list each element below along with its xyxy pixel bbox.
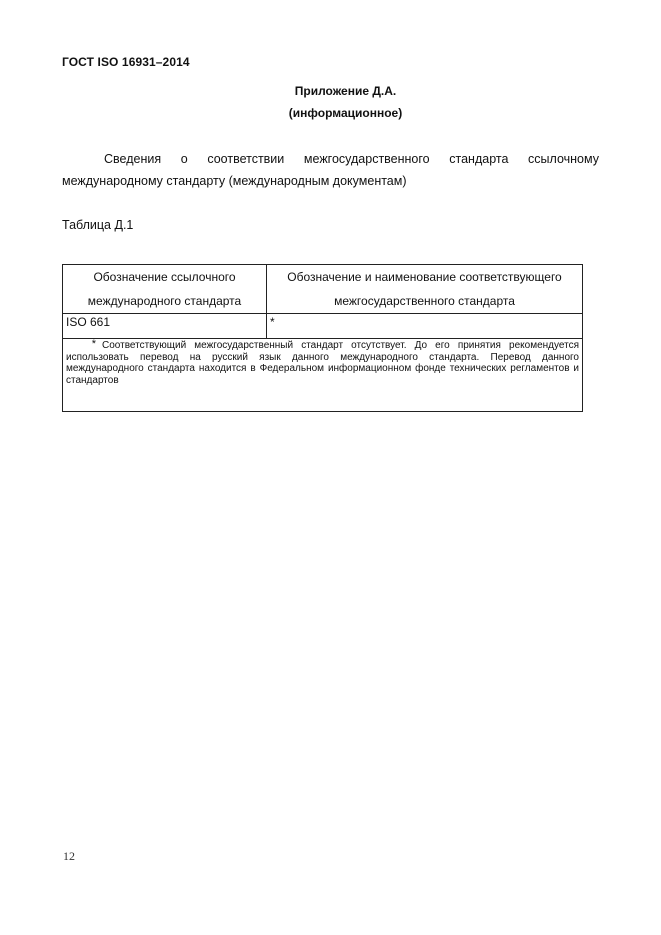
appendix-subtitle: (информационное)	[288, 106, 403, 120]
table-header-row	[63, 265, 583, 314]
table-footnote-row	[63, 339, 583, 412]
cell-interstate-standard: *	[267, 314, 583, 339]
footnote-marker: *	[91, 338, 96, 350]
reference-table	[62, 264, 583, 412]
page-number: 12	[63, 849, 75, 863]
intro-paragraph: Сведения о соответствии межгосударственного стандарта ссылочному международному стандарту (международным документам)	[62, 152, 599, 188]
appendix-title: Приложение Д.А.	[294, 84, 397, 98]
table-caption: Таблица Д.1	[62, 218, 134, 232]
header-international-standard: Обозначение ссылочного международного стандарта	[63, 265, 267, 314]
footnote-text: Соответствующий межгосударственный стандарт отсутствует. До его принятия рекомендуется использовать перевод на русский язык данного международного стандарта. Перевод данного международного стандарта находится в Федеральном информационном фонде технических регламентов и стандартов	[66, 340, 579, 386]
header-interstate-standard: Обозначение и наименование соответствующего межгосударственного стандарта	[267, 265, 583, 314]
cell-international-standard: ISO 661	[63, 314, 267, 339]
table-footnote	[63, 339, 583, 412]
appendix-heading	[0, 80, 661, 124]
document-header: ГОСТ ISO 16931–2014	[62, 55, 190, 69]
table-row	[63, 314, 583, 339]
